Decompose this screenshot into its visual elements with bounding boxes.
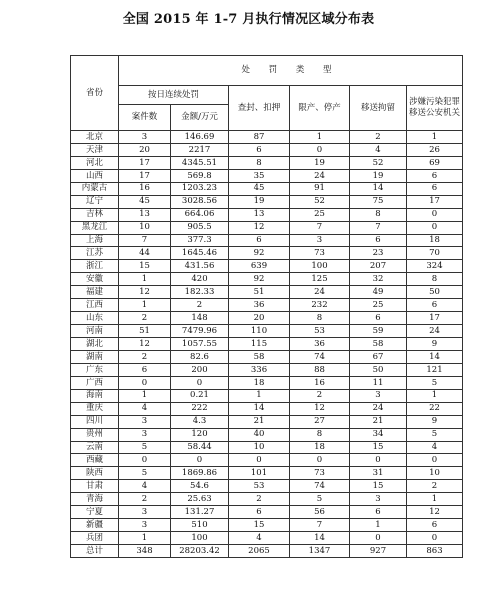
cell-case-count: 6 <box>119 363 171 376</box>
table-row <box>71 312 463 325</box>
cell-province: 云南 <box>71 441 119 454</box>
document-title: 全国 2015 年 1-7 月执行情况区域分布表 <box>122 12 375 27</box>
cell-amount: 1203.23 <box>171 182 229 195</box>
cell-criminal-transfer: 0 <box>407 208 463 221</box>
header-punishment-type: 处 罚 类 型 <box>119 56 463 86</box>
cell-amount: 120 <box>171 428 229 441</box>
cell-criminal-transfer: 121 <box>407 363 463 376</box>
cell-transfer-detention: 21 <box>350 415 407 428</box>
cell-criminal-transfer: 9 <box>407 415 463 428</box>
cell-restrict-production: 73 <box>290 467 350 480</box>
cell-province: 北京 <box>71 131 119 144</box>
cell-restrict-production: 73 <box>290 247 350 260</box>
table-row <box>71 415 463 428</box>
cell-case-count: 13 <box>119 208 171 221</box>
cell-case-count: 12 <box>119 338 171 351</box>
cell-criminal-transfer: 8 <box>407 273 463 286</box>
cell-seizure: 45 <box>229 182 290 195</box>
table-row <box>71 325 463 338</box>
cell-province: 上海 <box>71 234 119 247</box>
cell-province: 贵州 <box>71 428 119 441</box>
cell-seizure: 92 <box>229 273 290 286</box>
cell-transfer-detention: 8 <box>350 208 407 221</box>
cell-restrict-production: 27 <box>290 415 350 428</box>
cell-seizure: 101 <box>229 467 290 480</box>
cell-transfer-detention: 24 <box>350 402 407 415</box>
cell-restrict-production: 91 <box>290 182 350 195</box>
cell-province: 湖南 <box>71 350 119 363</box>
cell-seizure: 51 <box>229 286 290 299</box>
cell-amount: 1869.86 <box>171 467 229 480</box>
cell-case-count: 20 <box>119 143 171 156</box>
header-amount: 金额/万元 <box>171 105 229 131</box>
cell-transfer-detention: 67 <box>350 350 407 363</box>
header-seizure: 查封、扣押 <box>229 86 290 131</box>
cell-seizure: 87 <box>229 131 290 144</box>
header-case-count: 案件数 <box>119 105 171 131</box>
cell-case-count: 7 <box>119 234 171 247</box>
cell-restrict-production: 2 <box>290 389 350 402</box>
table-row <box>71 350 463 363</box>
table-row <box>71 338 463 351</box>
table-row <box>71 441 463 454</box>
cell-province: 广西 <box>71 376 119 389</box>
cell-criminal-transfer: 0 <box>407 532 463 545</box>
cell-seizure: 19 <box>229 195 290 208</box>
region-distribution-table <box>70 55 463 558</box>
table-row <box>71 519 463 532</box>
table-row <box>71 506 463 519</box>
cell-case-count: 3 <box>119 428 171 441</box>
cell-restrict-production: 3 <box>290 234 350 247</box>
cell-seizure: 115 <box>229 338 290 351</box>
cell-criminal-transfer: 26 <box>407 143 463 156</box>
cell-amount: 1645.46 <box>171 247 229 260</box>
cell-restrict-production: 18 <box>290 441 350 454</box>
cell-criminal-transfer: 6 <box>407 299 463 312</box>
cell-case-count: 1 <box>119 273 171 286</box>
cell-restrict-production: 232 <box>290 299 350 312</box>
cell-seizure: 92 <box>229 247 290 260</box>
cell-amount: 7479.96 <box>171 325 229 338</box>
header-daily-penalty: 按日连续处罚 <box>119 86 229 105</box>
cell-province: 河北 <box>71 156 119 169</box>
cell-restrict-production: 36 <box>290 338 350 351</box>
cell-transfer-detention: 31 <box>350 467 407 480</box>
cell-seizure: 15 <box>229 519 290 532</box>
table-row <box>71 286 463 299</box>
cell-criminal-transfer: 10 <box>407 467 463 480</box>
table-row <box>71 234 463 247</box>
cell-amount: 377.3 <box>171 234 229 247</box>
table-row <box>71 402 463 415</box>
cell-case-count: 44 <box>119 247 171 260</box>
cell-amount: 4345.51 <box>171 156 229 169</box>
cell-amount: 0 <box>171 376 229 389</box>
table-row <box>71 467 463 480</box>
cell-seizure: 6 <box>229 506 290 519</box>
cell-amount: 131.27 <box>171 506 229 519</box>
cell-case-count: 0 <box>119 454 171 467</box>
cell-restrict-production: 16 <box>290 376 350 389</box>
cell-seizure: 36 <box>229 299 290 312</box>
cell-case-count: 3 <box>119 415 171 428</box>
cell-restrict-production: 125 <box>290 273 350 286</box>
cell-case-count: 1 <box>119 389 171 402</box>
cell-case-count: 3 <box>119 131 171 144</box>
cell-seizure: 21 <box>229 415 290 428</box>
cell-transfer-detention: 49 <box>350 286 407 299</box>
table-body <box>71 131 463 558</box>
cell-transfer-detention: 52 <box>350 156 407 169</box>
cell-transfer-detention: 59 <box>350 325 407 338</box>
cell-amount: 100 <box>171 532 229 545</box>
cell-province: 天津 <box>71 143 119 156</box>
cell-province: 甘肃 <box>71 480 119 493</box>
cell-seizure: 10 <box>229 441 290 454</box>
cell-criminal-transfer: 6 <box>407 519 463 532</box>
table-row <box>71 131 463 144</box>
header-transfer-detention: 移送拘留 <box>350 86 407 131</box>
cell-restrict-production: 7 <box>290 221 350 234</box>
cell-province: 总计 <box>71 545 119 558</box>
cell-province: 兵团 <box>71 532 119 545</box>
cell-criminal-transfer: 863 <box>407 545 463 558</box>
cell-province: 西藏 <box>71 454 119 467</box>
cell-restrict-production: 25 <box>290 208 350 221</box>
cell-seizure: 40 <box>229 428 290 441</box>
cell-criminal-transfer: 17 <box>407 195 463 208</box>
cell-transfer-detention: 6 <box>350 506 407 519</box>
cell-amount: 146.69 <box>171 131 229 144</box>
cell-restrict-production: 8 <box>290 428 350 441</box>
cell-transfer-detention: 32 <box>350 273 407 286</box>
cell-transfer-detention: 50 <box>350 363 407 376</box>
cell-seizure: 4 <box>229 532 290 545</box>
cell-seizure: 0 <box>229 454 290 467</box>
cell-transfer-detention: 6 <box>350 312 407 325</box>
cell-criminal-transfer: 14 <box>407 350 463 363</box>
cell-seizure: 14 <box>229 402 290 415</box>
cell-province: 重庆 <box>71 402 119 415</box>
cell-criminal-transfer: 70 <box>407 247 463 260</box>
cell-province: 山西 <box>71 169 119 182</box>
cell-criminal-transfer: 4 <box>407 441 463 454</box>
cell-seizure: 336 <box>229 363 290 376</box>
cell-province: 陕西 <box>71 467 119 480</box>
cell-transfer-detention: 15 <box>350 441 407 454</box>
cell-transfer-detention: 207 <box>350 260 407 273</box>
cell-amount: 569.8 <box>171 169 229 182</box>
cell-case-count: 0 <box>119 376 171 389</box>
cell-amount: 0 <box>171 454 229 467</box>
cell-restrict-production: 12 <box>290 402 350 415</box>
cell-transfer-detention: 14 <box>350 182 407 195</box>
cell-restrict-production: 24 <box>290 286 350 299</box>
cell-transfer-detention: 34 <box>350 428 407 441</box>
cell-case-count: 1 <box>119 299 171 312</box>
table-row <box>71 454 463 467</box>
table-row <box>71 299 463 312</box>
cell-criminal-transfer: 6 <box>407 169 463 182</box>
cell-amount: 200 <box>171 363 229 376</box>
cell-seizure: 110 <box>229 325 290 338</box>
cell-criminal-transfer: 22 <box>407 402 463 415</box>
cell-case-count: 5 <box>119 441 171 454</box>
cell-transfer-detention: 19 <box>350 169 407 182</box>
cell-transfer-detention: 2 <box>350 131 407 144</box>
cell-transfer-detention: 0 <box>350 532 407 545</box>
cell-amount: 182.33 <box>171 286 229 299</box>
table-row <box>71 480 463 493</box>
cell-criminal-transfer: 69 <box>407 156 463 169</box>
cell-province: 河南 <box>71 325 119 338</box>
cell-amount: 148 <box>171 312 229 325</box>
cell-criminal-transfer: 1 <box>407 389 463 402</box>
cell-case-count: 16 <box>119 182 171 195</box>
cell-seizure: 1 <box>229 389 290 402</box>
cell-seizure: 12 <box>229 221 290 234</box>
cell-criminal-transfer: 1 <box>407 131 463 144</box>
cell-amount: 431.56 <box>171 260 229 273</box>
cell-case-count: 51 <box>119 325 171 338</box>
cell-amount: 222 <box>171 402 229 415</box>
cell-case-count: 2 <box>119 312 171 325</box>
cell-transfer-detention: 75 <box>350 195 407 208</box>
table-row <box>71 156 463 169</box>
cell-restrict-production: 7 <box>290 519 350 532</box>
cell-criminal-transfer: 50 <box>407 286 463 299</box>
cell-amount: 664.06 <box>171 208 229 221</box>
cell-amount: 82.6 <box>171 350 229 363</box>
cell-restrict-production: 1 <box>290 131 350 144</box>
cell-restrict-production: 1347 <box>290 545 350 558</box>
cell-restrict-production: 14 <box>290 532 350 545</box>
cell-restrict-production: 56 <box>290 506 350 519</box>
cell-case-count: 3 <box>119 519 171 532</box>
cell-restrict-production: 0 <box>290 454 350 467</box>
cell-seizure: 6 <box>229 143 290 156</box>
cell-province: 广东 <box>71 363 119 376</box>
cell-seizure: 18 <box>229 376 290 389</box>
cell-restrict-production: 74 <box>290 350 350 363</box>
cell-criminal-transfer: 2 <box>407 480 463 493</box>
cell-transfer-detention: 927 <box>350 545 407 558</box>
cell-restrict-production: 19 <box>290 156 350 169</box>
header-province: 省份 <box>71 56 119 131</box>
cell-restrict-production: 74 <box>290 480 350 493</box>
cell-transfer-detention: 58 <box>350 338 407 351</box>
table-row <box>71 273 463 286</box>
cell-seizure: 2065 <box>229 545 290 558</box>
cell-amount: 2217 <box>171 143 229 156</box>
cell-amount: 1057.55 <box>171 338 229 351</box>
cell-province: 福建 <box>71 286 119 299</box>
cell-province: 山东 <box>71 312 119 325</box>
cell-criminal-transfer: 6 <box>407 182 463 195</box>
cell-case-count: 45 <box>119 195 171 208</box>
cell-case-count: 348 <box>119 545 171 558</box>
cell-case-count: 5 <box>119 467 171 480</box>
table-row <box>71 247 463 260</box>
cell-province: 江苏 <box>71 247 119 260</box>
cell-case-count: 2 <box>119 350 171 363</box>
cell-restrict-production: 0 <box>290 143 350 156</box>
cell-restrict-production: 53 <box>290 325 350 338</box>
cell-province: 湖北 <box>71 338 119 351</box>
header-restrict-production: 限产、停产 <box>290 86 350 131</box>
cell-criminal-transfer: 9 <box>407 338 463 351</box>
cell-restrict-production: 5 <box>290 493 350 506</box>
cell-seizure: 639 <box>229 260 290 273</box>
cell-province: 黑龙江 <box>71 221 119 234</box>
cell-province: 内蒙古 <box>71 182 119 195</box>
table-row <box>71 532 463 545</box>
cell-amount: 28203.42 <box>171 545 229 558</box>
cell-amount: 54.6 <box>171 480 229 493</box>
table-row <box>71 260 463 273</box>
cell-province: 吉林 <box>71 208 119 221</box>
table-row <box>71 428 463 441</box>
cell-amount: 420 <box>171 273 229 286</box>
cell-criminal-transfer: 324 <box>407 260 463 273</box>
cell-criminal-transfer: 17 <box>407 312 463 325</box>
cell-criminal-transfer: 0 <box>407 454 463 467</box>
cell-restrict-production: 52 <box>290 195 350 208</box>
cell-transfer-detention: 3 <box>350 493 407 506</box>
cell-transfer-detention: 11 <box>350 376 407 389</box>
table-row <box>71 208 463 221</box>
cell-case-count: 12 <box>119 286 171 299</box>
cell-restrict-production: 8 <box>290 312 350 325</box>
cell-province: 青海 <box>71 493 119 506</box>
cell-restrict-production: 24 <box>290 169 350 182</box>
cell-seizure: 20 <box>229 312 290 325</box>
cell-transfer-detention: 23 <box>350 247 407 260</box>
cell-case-count: 10 <box>119 221 171 234</box>
cell-case-count: 3 <box>119 506 171 519</box>
table-row <box>71 143 463 156</box>
cell-province: 浙江 <box>71 260 119 273</box>
cell-seizure: 8 <box>229 156 290 169</box>
cell-case-count: 4 <box>119 480 171 493</box>
cell-amount: 25.63 <box>171 493 229 506</box>
cell-seizure: 2 <box>229 493 290 506</box>
cell-amount: 3028.56 <box>171 195 229 208</box>
cell-seizure: 35 <box>229 169 290 182</box>
header-criminal-transfer: 涉嫌污染犯罪移送公安机关 <box>407 86 463 131</box>
table-row <box>71 363 463 376</box>
cell-province: 宁夏 <box>71 506 119 519</box>
cell-restrict-production: 88 <box>290 363 350 376</box>
cell-province: 辽宁 <box>71 195 119 208</box>
cell-amount: 58.44 <box>171 441 229 454</box>
table-row <box>71 376 463 389</box>
cell-province: 安徽 <box>71 273 119 286</box>
cell-amount: 905.5 <box>171 221 229 234</box>
cell-criminal-transfer: 0 <box>407 221 463 234</box>
cell-seizure: 13 <box>229 208 290 221</box>
cell-case-count: 17 <box>119 156 171 169</box>
cell-criminal-transfer: 12 <box>407 506 463 519</box>
cell-province: 四川 <box>71 415 119 428</box>
table-row <box>71 389 463 402</box>
cell-criminal-transfer: 1 <box>407 493 463 506</box>
cell-case-count: 17 <box>119 169 171 182</box>
cell-criminal-transfer: 18 <box>407 234 463 247</box>
cell-transfer-detention: 25 <box>350 299 407 312</box>
cell-transfer-detention: 4 <box>350 143 407 156</box>
cell-province: 海南 <box>71 389 119 402</box>
cell-case-count: 4 <box>119 402 171 415</box>
table-row <box>71 182 463 195</box>
cell-transfer-detention: 6 <box>350 234 407 247</box>
table-row <box>71 493 463 506</box>
table-row <box>71 169 463 182</box>
cell-seizure: 53 <box>229 480 290 493</box>
cell-amount: 0.21 <box>171 389 229 402</box>
cell-transfer-detention: 3 <box>350 389 407 402</box>
cell-transfer-detention: 0 <box>350 454 407 467</box>
table-row <box>71 221 463 234</box>
table-row <box>71 545 463 558</box>
cell-transfer-detention: 1 <box>350 519 407 532</box>
cell-seizure: 6 <box>229 234 290 247</box>
cell-criminal-transfer: 5 <box>407 376 463 389</box>
cell-restrict-production: 100 <box>290 260 350 273</box>
cell-province: 新疆 <box>71 519 119 532</box>
cell-transfer-detention: 7 <box>350 221 407 234</box>
cell-case-count: 1 <box>119 532 171 545</box>
cell-amount: 510 <box>171 519 229 532</box>
cell-transfer-detention: 15 <box>350 480 407 493</box>
cell-criminal-transfer: 24 <box>407 325 463 338</box>
cell-case-count: 2 <box>119 493 171 506</box>
cell-case-count: 15 <box>119 260 171 273</box>
cell-province: 江西 <box>71 299 119 312</box>
cell-seizure: 58 <box>229 350 290 363</box>
cell-amount: 2 <box>171 299 229 312</box>
cell-criminal-transfer: 5 <box>407 428 463 441</box>
table-row <box>71 195 463 208</box>
cell-amount: 4.3 <box>171 415 229 428</box>
